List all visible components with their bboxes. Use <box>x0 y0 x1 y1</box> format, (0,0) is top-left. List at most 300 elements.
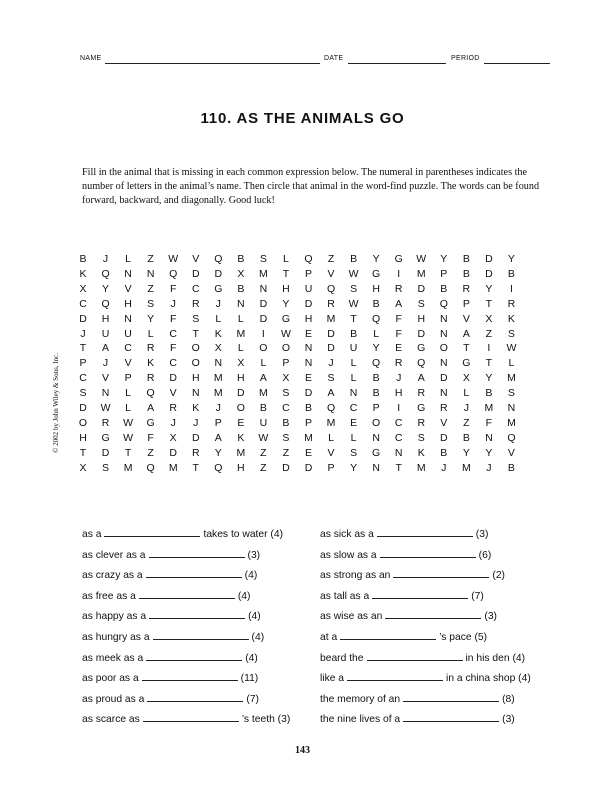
puzzle-letter[interactable]: B <box>350 253 358 265</box>
puzzle-letter[interactable]: R <box>101 416 110 429</box>
puzzle-letter[interactable]: Z <box>485 327 493 340</box>
puzzle-letter[interactable]: M <box>123 461 133 474</box>
puzzle-letter[interactable]: P <box>214 416 222 429</box>
puzzle-letter[interactable]: L <box>350 357 357 370</box>
answer-blank[interactable] <box>143 712 239 722</box>
puzzle-letter[interactable]: N <box>124 312 132 325</box>
puzzle-letter[interactable]: P <box>282 357 290 370</box>
puzzle-letter[interactable]: Y <box>350 461 358 474</box>
puzzle-letter[interactable]: U <box>259 416 268 429</box>
puzzle-letter[interactable]: F <box>147 431 154 444</box>
puzzle-letter[interactable]: V <box>462 312 470 325</box>
answer-blank[interactable] <box>139 589 235 599</box>
puzzle-letter[interactable]: D <box>327 327 335 340</box>
puzzle-letter[interactable]: W <box>168 253 179 265</box>
puzzle-letter[interactable]: M <box>259 267 268 280</box>
puzzle-letter[interactable]: Q <box>101 297 110 310</box>
puzzle-letter[interactable]: Q <box>146 387 155 400</box>
puzzle-letter[interactable]: T <box>192 327 199 340</box>
puzzle-letter[interactable]: Y <box>462 446 470 459</box>
puzzle-letter[interactable]: D <box>304 387 313 400</box>
puzzle-letter[interactable]: U <box>304 282 313 295</box>
puzzle-letter[interactable]: R <box>146 372 155 385</box>
puzzle-letter[interactable]: H <box>101 312 110 325</box>
puzzle-letter[interactable]: E <box>237 416 245 429</box>
puzzle-letter[interactable]: T <box>192 461 199 474</box>
puzzle-letter[interactable]: B <box>237 253 245 265</box>
puzzle-letter[interactable]: K <box>237 431 245 444</box>
puzzle-letter[interactable]: G <box>417 402 426 414</box>
puzzle-letter[interactable]: R <box>417 387 426 400</box>
puzzle-letter[interactable]: B <box>507 461 515 474</box>
answer-blank[interactable] <box>147 692 243 702</box>
puzzle-letter[interactable]: K <box>507 312 515 325</box>
puzzle-letter[interactable]: J <box>193 416 199 429</box>
puzzle-letter[interactable]: B <box>507 267 515 280</box>
puzzle-letter[interactable]: P <box>440 267 448 280</box>
puzzle-letter[interactable]: J <box>328 357 334 370</box>
puzzle-letter[interactable]: Q <box>146 461 155 474</box>
puzzle-letter[interactable]: X <box>237 267 245 280</box>
puzzle-letter[interactable]: V <box>440 416 448 429</box>
puzzle-letter[interactable]: Y <box>485 282 493 295</box>
puzzle-letter[interactable]: S <box>102 461 110 474</box>
puzzle-letter[interactable]: T <box>485 357 493 370</box>
puzzle-letter[interactable]: Y <box>102 282 110 295</box>
puzzle-letter[interactable]: N <box>146 267 155 280</box>
puzzle-letter[interactable]: S <box>350 446 358 459</box>
puzzle-letter[interactable]: V <box>327 267 335 280</box>
puzzle-letter[interactable]: Z <box>147 253 154 265</box>
puzzle-letter[interactable]: B <box>372 387 380 400</box>
puzzle-letter[interactable]: A <box>327 387 335 400</box>
puzzle-letter[interactable]: T <box>79 342 87 355</box>
puzzle-letter[interactable]: X <box>214 342 222 355</box>
puzzle-letter[interactable]: S <box>147 297 155 310</box>
puzzle-letter[interactable]: V <box>507 446 515 459</box>
puzzle-letter[interactable]: D <box>169 446 177 459</box>
puzzle-letter[interactable]: F <box>485 416 493 429</box>
answer-blank[interactable] <box>347 671 443 681</box>
puzzle-letter[interactable]: N <box>304 342 313 355</box>
puzzle-letter[interactable]: R <box>507 297 516 310</box>
puzzle-letter[interactable]: Y <box>372 342 380 355</box>
puzzle-letter[interactable]: J <box>80 327 86 340</box>
puzzle-letter[interactable]: A <box>102 342 110 355</box>
puzzle-letter[interactable]: M <box>416 267 426 280</box>
puzzle-letter[interactable]: O <box>439 342 448 355</box>
puzzle-letter[interactable]: N <box>101 387 110 400</box>
puzzle-letter[interactable]: L <box>350 372 357 385</box>
puzzle-letter[interactable]: N <box>485 431 493 444</box>
puzzle-letter[interactable]: B <box>440 446 448 459</box>
puzzle-letter[interactable]: F <box>169 282 177 295</box>
answer-blank[interactable] <box>403 712 499 722</box>
puzzle-letter[interactable]: R <box>394 282 403 295</box>
puzzle-letter[interactable]: S <box>417 297 425 310</box>
puzzle-letter[interactable]: A <box>395 297 403 310</box>
puzzle-letter[interactable]: B <box>462 253 470 265</box>
puzzle-letter[interactable]: L <box>237 312 244 325</box>
puzzle-letter[interactable]: W <box>100 402 111 414</box>
puzzle-letter[interactable]: P <box>372 402 380 414</box>
puzzle-letter[interactable]: N <box>259 282 268 295</box>
puzzle-letter[interactable]: Q <box>372 357 381 370</box>
answer-blank[interactable] <box>340 630 436 640</box>
puzzle-letter[interactable]: T <box>282 267 290 280</box>
puzzle-letter[interactable]: G <box>372 446 381 459</box>
puzzle-letter[interactable]: D <box>304 297 313 310</box>
puzzle-letter[interactable]: Q <box>214 253 223 265</box>
puzzle-letter[interactable]: M <box>326 416 336 429</box>
puzzle-letter[interactable]: D <box>485 253 493 265</box>
puzzle-letter[interactable]: L <box>350 431 357 444</box>
puzzle-letter[interactable]: M <box>507 416 516 429</box>
puzzle-letter[interactable]: M <box>168 461 178 474</box>
puzzle-letter[interactable]: Z <box>463 416 470 429</box>
puzzle-letter[interactable]: M <box>416 461 426 474</box>
puzzle-letter[interactable]: T <box>463 342 470 355</box>
puzzle-letter[interactable]: F <box>395 312 402 325</box>
puzzle-letter[interactable]: C <box>394 416 403 429</box>
puzzle-letter[interactable]: M <box>304 431 313 444</box>
puzzle-letter[interactable]: Q <box>214 461 223 474</box>
puzzle-letter[interactable]: H <box>394 387 403 400</box>
puzzle-letter[interactable]: Q <box>417 357 426 370</box>
puzzle-letter[interactable]: L <box>125 387 132 400</box>
puzzle-letter[interactable]: L <box>283 253 289 265</box>
puzzle-letter[interactable]: Z <box>260 446 267 459</box>
puzzle-letter[interactable]: B <box>485 387 493 400</box>
puzzle-letter[interactable]: S <box>507 327 515 340</box>
puzzle-letter[interactable]: F <box>169 312 177 325</box>
puzzle-letter[interactable]: V <box>169 387 177 400</box>
puzzle-letter[interactable]: N <box>440 357 448 370</box>
puzzle-letter[interactable]: E <box>395 342 403 355</box>
puzzle-letter[interactable]: N <box>237 297 245 310</box>
puzzle-letter[interactable]: J <box>215 297 221 310</box>
puzzle-letter[interactable]: R <box>417 416 426 429</box>
puzzle-letter[interactable]: Q <box>304 253 313 265</box>
puzzle-letter[interactable]: B <box>372 372 380 385</box>
date-blank[interactable] <box>348 63 446 64</box>
answer-blank[interactable] <box>385 609 481 619</box>
puzzle-letter[interactable]: N <box>372 461 380 474</box>
puzzle-letter[interactable]: S <box>350 282 358 295</box>
puzzle-letter[interactable]: R <box>191 446 200 459</box>
puzzle-letter[interactable]: V <box>102 372 110 385</box>
puzzle-letter[interactable]: E <box>304 327 312 340</box>
puzzle-letter[interactable]: D <box>214 267 223 280</box>
puzzle-letter[interactable]: T <box>485 297 493 310</box>
puzzle-letter[interactable]: N <box>440 387 448 400</box>
puzzle-letter[interactable]: G <box>394 253 403 265</box>
puzzle-letter[interactable]: I <box>261 327 265 340</box>
puzzle-letter[interactable]: B <box>462 267 470 280</box>
puzzle-letter[interactable]: D <box>417 327 426 340</box>
puzzle-letter[interactable]: X <box>282 372 290 385</box>
puzzle-letter[interactable]: G <box>146 416 155 429</box>
puzzle-letter[interactable]: C <box>124 342 132 355</box>
puzzle-letter[interactable]: R <box>327 297 335 310</box>
puzzle-letter[interactable]: Y <box>214 446 222 459</box>
puzzle-letter[interactable]: B <box>462 431 470 444</box>
puzzle-letter[interactable]: W <box>258 431 269 444</box>
answer-blank[interactable] <box>142 671 238 681</box>
puzzle-letter[interactable]: M <box>259 387 268 400</box>
puzzle-letter[interactable]: O <box>372 416 381 429</box>
puzzle-letter[interactable]: N <box>124 267 132 280</box>
puzzle-letter[interactable]: K <box>214 327 222 340</box>
puzzle-letter[interactable]: Q <box>507 431 516 444</box>
puzzle-letter[interactable]: D <box>101 446 110 459</box>
puzzle-letter[interactable]: Y <box>372 253 380 265</box>
puzzle-letter[interactable]: C <box>191 282 200 295</box>
puzzle-letter[interactable]: S <box>282 431 290 444</box>
puzzle-letter[interactable]: L <box>463 387 470 400</box>
puzzle-letter[interactable]: C <box>282 402 290 414</box>
puzzle-letter[interactable]: X <box>79 282 87 295</box>
puzzle-letter[interactable]: R <box>440 402 448 414</box>
puzzle-letter[interactable]: B <box>304 402 312 414</box>
puzzle-letter[interactable]: U <box>101 327 110 340</box>
puzzle-letter[interactable]: Y <box>440 253 448 265</box>
puzzle-letter[interactable]: B <box>259 402 267 414</box>
puzzle-letter[interactable]: R <box>169 402 177 414</box>
puzzle-letter[interactable]: Z <box>260 461 267 474</box>
puzzle-letter[interactable]: O <box>236 402 245 414</box>
puzzle-letter[interactable]: D <box>485 267 493 280</box>
puzzle-letter[interactable]: C <box>169 357 177 370</box>
puzzle-letter[interactable]: W <box>280 327 291 340</box>
puzzle-letter[interactable]: D <box>440 431 448 444</box>
puzzle-letter[interactable]: D <box>259 312 268 325</box>
puzzle-letter[interactable]: A <box>417 372 425 385</box>
puzzle-letter[interactable]: L <box>260 357 267 370</box>
puzzle-letter[interactable]: A <box>147 402 155 414</box>
puzzle-letter[interactable]: H <box>417 312 426 325</box>
puzzle-letter[interactable]: D <box>417 282 426 295</box>
puzzle-letter[interactable]: D <box>304 461 313 474</box>
puzzle-letter[interactable]: D <box>191 431 200 444</box>
puzzle-letter[interactable]: Q <box>169 267 178 280</box>
puzzle-letter[interactable]: X <box>462 372 470 385</box>
puzzle-letter[interactable]: Z <box>327 253 335 265</box>
answer-blank[interactable] <box>149 609 245 619</box>
answer-blank[interactable] <box>153 630 249 640</box>
puzzle-letter[interactable]: N <box>394 446 403 459</box>
puzzle-letter[interactable]: H <box>282 282 290 295</box>
puzzle-letter[interactable]: D <box>327 342 335 355</box>
puzzle-letter[interactable]: P <box>304 267 312 280</box>
puzzle-letter[interactable]: H <box>304 312 313 325</box>
puzzle-letter[interactable]: P <box>79 357 87 370</box>
puzzle-letter[interactable]: M <box>213 387 223 400</box>
puzzle-letter[interactable]: W <box>506 342 517 355</box>
puzzle-letter[interactable]: W <box>348 267 359 280</box>
puzzle-letter[interactable]: G <box>417 342 426 355</box>
puzzle-letter[interactable]: J <box>170 416 176 429</box>
puzzle-letter[interactable]: W <box>123 431 134 444</box>
puzzle-letter[interactable]: M <box>484 402 494 414</box>
puzzle-letter[interactable]: N <box>440 312 448 325</box>
puzzle-letter[interactable]: N <box>507 402 516 414</box>
answer-blank[interactable] <box>367 651 463 661</box>
answer-blank[interactable] <box>393 568 489 578</box>
puzzle-letter[interactable]: Q <box>326 402 336 414</box>
puzzle-letter[interactable]: D <box>237 387 245 400</box>
puzzle-letter[interactable]: H <box>237 461 245 474</box>
puzzle-letter[interactable]: Y <box>485 446 493 459</box>
puzzle-letter[interactable]: Y <box>507 253 515 265</box>
puzzle-letter[interactable]: H <box>191 372 200 385</box>
puzzle-letter[interactable]: D <box>79 312 87 325</box>
puzzle-letter[interactable]: I <box>397 267 401 280</box>
puzzle-letter[interactable]: P <box>124 372 132 385</box>
puzzle-letter[interactable]: V <box>192 253 200 265</box>
puzzle-letter[interactable]: J <box>215 402 221 414</box>
puzzle-letter[interactable]: H <box>124 297 132 310</box>
puzzle-letter[interactable]: X <box>485 312 493 325</box>
puzzle-letter[interactable]: O <box>191 357 200 370</box>
puzzle-letter[interactable]: Q <box>372 312 381 325</box>
puzzle-letter[interactable]: A <box>462 327 470 340</box>
puzzle-letter[interactable]: C <box>79 372 87 385</box>
puzzle-letter[interactable]: B <box>237 282 245 295</box>
puzzle-letter[interactable]: Z <box>147 446 154 459</box>
puzzle-letter[interactable]: N <box>372 431 380 444</box>
puzzle-letter[interactable]: R <box>191 297 200 310</box>
answer-blank[interactable] <box>104 527 200 537</box>
puzzle-letter[interactable]: B <box>79 253 87 265</box>
puzzle-letter[interactable]: J <box>463 402 469 414</box>
answer-blank[interactable] <box>146 651 242 661</box>
puzzle-letter[interactable]: J <box>102 253 109 265</box>
puzzle-letter[interactable]: Y <box>485 372 493 385</box>
puzzle-letter[interactable]: D <box>191 267 200 280</box>
puzzle-letter[interactable]: F <box>169 342 177 355</box>
puzzle-letter[interactable]: P <box>462 297 470 310</box>
puzzle-letter[interactable]: E <box>350 416 358 429</box>
puzzle-letter[interactable]: N <box>440 327 448 340</box>
puzzle-letter[interactable]: J <box>441 461 447 474</box>
puzzle-letter[interactable]: D <box>440 372 448 385</box>
puzzle-letter[interactable]: G <box>101 431 110 444</box>
puzzle-letter[interactable]: L <box>147 327 154 340</box>
puzzle-letter[interactable]: V <box>124 282 132 295</box>
puzzle-letter[interactable]: Z <box>282 446 290 459</box>
puzzle-letter[interactable]: N <box>191 387 200 400</box>
puzzle-letter[interactable]: G <box>372 267 381 280</box>
puzzle-letter[interactable]: Y <box>147 312 155 325</box>
puzzle-letter[interactable]: M <box>507 372 516 385</box>
puzzle-letter[interactable]: X <box>169 431 177 444</box>
puzzle-letter[interactable]: N <box>304 357 313 370</box>
puzzle-letter[interactable]: U <box>349 342 358 355</box>
puzzle-letter[interactable]: T <box>79 446 87 459</box>
period-blank[interactable] <box>484 63 550 64</box>
puzzle-letter[interactable]: D <box>79 402 87 414</box>
puzzle-letter[interactable]: W <box>416 253 427 265</box>
puzzle-letter[interactable]: E <box>304 372 312 385</box>
puzzle-letter[interactable]: C <box>79 297 87 310</box>
puzzle-letter[interactable]: S <box>327 372 335 385</box>
puzzle-letter[interactable]: G <box>462 357 471 370</box>
answer-blank[interactable] <box>403 692 499 702</box>
puzzle-letter[interactable]: L <box>237 342 244 355</box>
puzzle-letter[interactable]: H <box>237 372 245 385</box>
puzzle-letter[interactable]: K <box>192 402 200 414</box>
puzzle-letter[interactable]: A <box>259 372 267 385</box>
puzzle-letter[interactable]: V <box>124 357 132 370</box>
puzzle-letter[interactable]: L <box>373 327 380 340</box>
puzzle-letter[interactable]: E <box>304 446 312 459</box>
puzzle-letter[interactable]: S <box>192 312 200 325</box>
puzzle-letter[interactable]: H <box>372 282 380 295</box>
puzzle-letter[interactable]: K <box>79 267 87 280</box>
puzzle-letter[interactable]: S <box>259 253 267 265</box>
puzzle-letter[interactable]: O <box>191 342 200 355</box>
puzzle-letter[interactable]: M <box>461 461 471 474</box>
puzzle-letter[interactable]: M <box>326 312 336 325</box>
answer-blank[interactable] <box>146 568 242 578</box>
puzzle-letter[interactable]: P <box>327 461 335 474</box>
puzzle-letter[interactable]: R <box>394 357 403 370</box>
puzzle-letter[interactable]: R <box>462 282 471 295</box>
puzzle-letter[interactable]: D <box>169 372 177 385</box>
puzzle-letter[interactable]: C <box>349 402 358 414</box>
puzzle-letter[interactable]: O <box>259 342 268 355</box>
puzzle-letter[interactable]: Q <box>326 282 336 295</box>
puzzle-letter[interactable]: A <box>214 431 222 444</box>
puzzle-letter[interactable]: B <box>282 416 290 429</box>
puzzle-letter[interactable]: L <box>508 357 515 370</box>
puzzle-letter[interactable]: D <box>259 297 268 310</box>
answer-blank[interactable] <box>372 589 468 599</box>
puzzle-letter[interactable]: S <box>79 387 87 400</box>
puzzle-letter[interactable]: J <box>170 297 176 310</box>
puzzle-letter[interactable]: X <box>79 461 87 474</box>
answer-blank[interactable] <box>149 548 245 558</box>
puzzle-letter[interactable]: G <box>281 312 291 325</box>
puzzle-letter[interactable]: Q <box>101 267 110 280</box>
puzzle-letter[interactable]: O <box>78 416 88 429</box>
puzzle-letter[interactable]: N <box>214 357 223 370</box>
puzzle-letter[interactable]: M <box>213 372 223 385</box>
puzzle-letter[interactable]: B <box>372 297 380 310</box>
puzzle-letter[interactable]: J <box>486 461 492 474</box>
answer-blank[interactable] <box>380 548 476 558</box>
puzzle-letter[interactable]: J <box>102 357 109 370</box>
puzzle-letter[interactable]: I <box>487 342 491 355</box>
puzzle-letter[interactable]: T <box>124 446 132 459</box>
puzzle-letter[interactable]: O <box>281 342 291 355</box>
puzzle-letter[interactable]: Z <box>147 282 154 295</box>
puzzle-letter[interactable]: X <box>237 357 245 370</box>
puzzle-letter[interactable]: G <box>214 282 223 295</box>
puzzle-letter[interactable]: P <box>304 416 312 429</box>
puzzle-letter[interactable]: F <box>395 327 402 340</box>
puzzle-letter[interactable]: I <box>397 402 401 414</box>
puzzle-letter[interactable]: L <box>215 312 222 325</box>
puzzle-letter[interactable]: C <box>394 431 403 444</box>
puzzle-letter[interactable]: M <box>236 327 246 340</box>
puzzle-letter[interactable]: B <box>350 327 358 340</box>
puzzle-letter[interactable]: I <box>509 282 513 295</box>
puzzle-letter[interactable]: Q <box>439 297 448 310</box>
puzzle-letter[interactable]: U <box>124 327 132 340</box>
puzzle-letter[interactable]: Y <box>282 297 290 310</box>
